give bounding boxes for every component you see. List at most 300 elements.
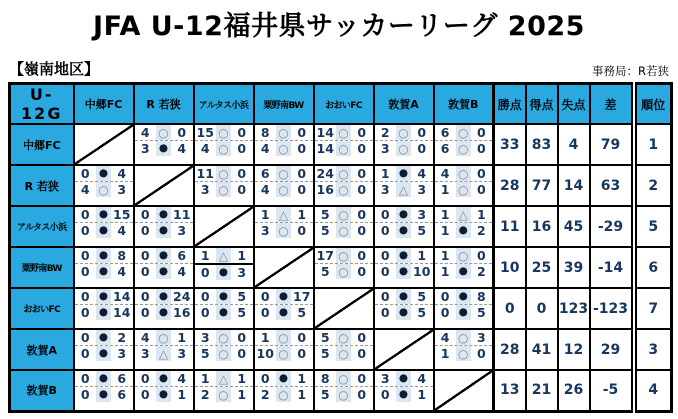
home-score: 0 bbox=[380, 289, 390, 304]
home-score: 0 bbox=[440, 305, 450, 320]
home-score: 0 bbox=[80, 207, 90, 222]
goals-for-value: 77 bbox=[526, 165, 558, 206]
page-title: JFA U-12福井県サッカーリーグ 2025 bbox=[93, 11, 585, 42]
away-score: 0 bbox=[237, 182, 247, 197]
win-symbol-icon: ○ bbox=[336, 141, 351, 156]
match-line bbox=[375, 125, 433, 141]
home-score: 4 bbox=[200, 141, 210, 156]
office-label: 事務局：R若狭 bbox=[592, 64, 669, 78]
goals-against-value: 12 bbox=[558, 329, 590, 370]
away-score: 4 bbox=[417, 166, 427, 181]
match-line bbox=[435, 182, 493, 197]
away-score: 0 bbox=[297, 182, 307, 197]
draw-symbol-icon: △ bbox=[216, 371, 231, 386]
match-line bbox=[75, 305, 133, 320]
home-score: 0 bbox=[140, 248, 150, 263]
match-line bbox=[75, 182, 133, 197]
away-score: 0 bbox=[357, 125, 367, 140]
match-line bbox=[255, 141, 313, 156]
match-line bbox=[75, 371, 133, 387]
match-line bbox=[195, 166, 253, 182]
win-symbol-icon: ○ bbox=[456, 125, 471, 140]
team-row bbox=[10, 247, 672, 288]
match-line bbox=[375, 207, 433, 223]
away-score: 1 bbox=[237, 248, 247, 263]
goals-against-value: 39 bbox=[558, 247, 590, 288]
match-line bbox=[75, 166, 133, 182]
match-line bbox=[135, 305, 193, 320]
match-result-cell bbox=[134, 247, 194, 288]
away-score: 2 bbox=[477, 223, 486, 238]
home-score: 5 bbox=[320, 346, 330, 361]
loss-symbol-icon: ● bbox=[216, 289, 231, 304]
loss-symbol-icon: ● bbox=[156, 223, 171, 238]
header-row bbox=[10, 84, 672, 125]
match-line bbox=[315, 207, 373, 223]
match-result-cell bbox=[374, 247, 434, 288]
goals-for-value: 25 bbox=[526, 247, 558, 288]
home-score: 5 bbox=[320, 264, 330, 279]
match-line bbox=[435, 289, 493, 305]
home-score: 4 bbox=[260, 182, 270, 197]
away-score: 0 bbox=[357, 223, 367, 238]
match-result-cell bbox=[194, 124, 254, 165]
match-result-cell bbox=[74, 247, 134, 288]
match-line bbox=[75, 264, 133, 279]
loss-symbol-icon: ● bbox=[396, 166, 411, 181]
match-result-cell bbox=[194, 288, 254, 329]
away-score: 5 bbox=[237, 289, 247, 304]
points-column-header: 勝点 bbox=[494, 84, 526, 125]
goals-against-value: 4 bbox=[558, 124, 590, 165]
win-symbol-icon: ○ bbox=[216, 182, 231, 197]
match-line bbox=[375, 141, 433, 156]
away-score: 0 bbox=[237, 346, 247, 361]
draw-symbol-icon: △ bbox=[156, 346, 171, 361]
match-line bbox=[75, 346, 133, 361]
points-value: 10 bbox=[494, 247, 526, 288]
win-symbol-icon: ○ bbox=[336, 223, 351, 238]
home-score: 5 bbox=[320, 223, 330, 238]
home-score: 3 bbox=[200, 182, 210, 197]
match-line bbox=[375, 264, 433, 279]
match-line bbox=[435, 141, 493, 156]
self-diagonal-cell bbox=[314, 288, 374, 329]
away-score: 0 bbox=[297, 223, 307, 238]
match-result-cell bbox=[314, 165, 374, 206]
win-symbol-icon: ○ bbox=[336, 125, 351, 140]
home-score: 0 bbox=[140, 305, 150, 320]
match-line bbox=[375, 371, 433, 387]
away-score: 16 bbox=[173, 305, 191, 320]
home-score: 0 bbox=[140, 289, 150, 304]
match-result-cell bbox=[74, 370, 134, 411]
opponent-column-header: 敦賀B bbox=[434, 84, 494, 125]
away-score: 2 bbox=[477, 264, 486, 279]
match-line bbox=[315, 264, 373, 279]
match-line bbox=[375, 248, 433, 264]
match-line bbox=[135, 264, 193, 279]
win-symbol-icon: ○ bbox=[456, 330, 471, 345]
match-result-cell bbox=[254, 206, 314, 247]
home-score: 5 bbox=[320, 207, 330, 222]
match-line bbox=[195, 182, 253, 197]
home-score: 1 bbox=[440, 182, 450, 197]
match-line bbox=[315, 141, 373, 156]
home-score: 0 bbox=[80, 223, 90, 238]
match-line bbox=[195, 125, 253, 141]
match-result-cell bbox=[434, 288, 494, 329]
win-symbol-icon: ○ bbox=[156, 330, 171, 345]
match-line bbox=[135, 207, 193, 223]
loss-symbol-icon: ● bbox=[96, 346, 111, 361]
loss-symbol-icon: ● bbox=[456, 289, 471, 304]
loss-symbol-icon: ● bbox=[396, 248, 411, 263]
team-label: 中郷FC bbox=[10, 124, 74, 165]
match-line bbox=[75, 387, 133, 402]
loss-symbol-icon: ● bbox=[96, 264, 111, 279]
goals-for-value: 16 bbox=[526, 206, 558, 247]
away-score: 4 bbox=[177, 371, 187, 386]
away-score: 1 bbox=[297, 387, 307, 402]
match-line bbox=[135, 141, 193, 156]
away-score: 1 bbox=[237, 387, 247, 402]
away-score: 0 bbox=[477, 141, 486, 156]
home-score: 5 bbox=[200, 346, 210, 361]
loss-symbol-icon: ● bbox=[156, 305, 171, 320]
away-score: 0 bbox=[237, 330, 247, 345]
match-line bbox=[255, 182, 313, 197]
home-score: 0 bbox=[380, 387, 390, 402]
match-line bbox=[315, 182, 373, 197]
home-score: 2 bbox=[200, 387, 210, 402]
match-line bbox=[315, 371, 373, 387]
match-line bbox=[435, 330, 493, 346]
win-symbol-icon: ○ bbox=[336, 346, 351, 361]
win-symbol-icon: ○ bbox=[456, 346, 471, 361]
away-score: 4 bbox=[177, 264, 187, 279]
match-result-cell bbox=[434, 329, 494, 370]
win-symbol-icon: ○ bbox=[336, 264, 351, 279]
rank-column-header: 順位 bbox=[634, 84, 672, 125]
home-score: 0 bbox=[80, 330, 90, 345]
loss-symbol-icon: ● bbox=[396, 387, 411, 402]
goals-against-value: 14 bbox=[558, 165, 590, 206]
home-score: 14 bbox=[316, 125, 334, 140]
home-score: 3 bbox=[140, 141, 150, 156]
away-score: 14 bbox=[113, 305, 131, 320]
home-score: 1 bbox=[440, 264, 450, 279]
draw-symbol-icon: △ bbox=[396, 182, 411, 197]
loss-symbol-icon: ● bbox=[156, 141, 171, 156]
home-score: 8 bbox=[320, 371, 330, 386]
home-score: 1 bbox=[440, 346, 450, 361]
match-line bbox=[255, 125, 313, 141]
points-value: 28 bbox=[494, 329, 526, 370]
match-result-cell bbox=[374, 370, 434, 411]
match-line bbox=[315, 346, 373, 361]
home-score: 4 bbox=[140, 125, 150, 140]
away-score: 1 bbox=[417, 387, 427, 402]
match-result-cell bbox=[134, 124, 194, 165]
away-score: 3 bbox=[117, 346, 127, 361]
match-line bbox=[315, 330, 373, 346]
match-result-cell bbox=[194, 370, 254, 411]
match-line bbox=[255, 371, 313, 387]
home-score: 17 bbox=[316, 248, 334, 263]
home-score: 0 bbox=[200, 305, 210, 320]
away-score: 15 bbox=[113, 207, 131, 222]
away-score: 1 bbox=[477, 207, 486, 222]
loss-symbol-icon: ● bbox=[96, 387, 111, 402]
match-result-cell bbox=[374, 288, 434, 329]
match-line bbox=[135, 346, 193, 361]
match-result-cell bbox=[374, 165, 434, 206]
away-score: 0 bbox=[357, 371, 367, 386]
match-result-cell bbox=[254, 370, 314, 411]
match-result-cell bbox=[194, 165, 254, 206]
points-value: 28 bbox=[494, 165, 526, 206]
away-score: 6 bbox=[177, 248, 187, 263]
home-score: 1 bbox=[260, 330, 270, 345]
win-symbol-icon: ○ bbox=[276, 223, 291, 238]
match-line bbox=[255, 330, 313, 346]
loss-symbol-icon: ● bbox=[156, 248, 171, 263]
goals-for-value: 21 bbox=[526, 370, 558, 411]
away-score: 6 bbox=[117, 387, 127, 402]
match-line bbox=[315, 125, 373, 141]
points-value: 13 bbox=[494, 370, 526, 411]
loss-symbol-icon: ● bbox=[156, 387, 171, 402]
match-result-cell bbox=[194, 247, 254, 288]
match-line bbox=[315, 223, 373, 238]
away-score: 0 bbox=[477, 248, 486, 263]
home-score: 0 bbox=[260, 371, 270, 386]
home-score: 2 bbox=[260, 387, 270, 402]
goal-diff-value: -123 bbox=[590, 288, 634, 329]
away-score: 0 bbox=[297, 330, 307, 345]
win-symbol-icon: ○ bbox=[276, 166, 291, 181]
away-score: 0 bbox=[297, 346, 307, 361]
match-line bbox=[375, 166, 433, 182]
home-score: 1 bbox=[260, 207, 270, 222]
match-result-cell bbox=[74, 329, 134, 370]
away-score: 1 bbox=[417, 248, 427, 263]
match-line bbox=[375, 289, 433, 305]
points-value: 0 bbox=[494, 288, 526, 329]
match-result-cell bbox=[374, 124, 434, 165]
rank-value: 6 bbox=[634, 247, 672, 288]
self-diagonal-cell bbox=[434, 370, 494, 411]
match-result-cell bbox=[434, 124, 494, 165]
away-score: 5 bbox=[417, 305, 427, 320]
match-line bbox=[375, 223, 433, 238]
loss-symbol-icon: ● bbox=[156, 289, 171, 304]
match-result-cell bbox=[134, 288, 194, 329]
away-score: 17 bbox=[293, 289, 311, 304]
match-line bbox=[315, 248, 373, 264]
win-symbol-icon: ○ bbox=[336, 207, 351, 222]
home-score: 6 bbox=[260, 166, 270, 181]
goals-against-column-header: 失点 bbox=[558, 84, 590, 125]
rank-value: 5 bbox=[634, 206, 672, 247]
self-diagonal-cell bbox=[74, 124, 134, 165]
match-line bbox=[195, 141, 253, 156]
home-score: 3 bbox=[380, 182, 390, 197]
match-result-cell bbox=[254, 124, 314, 165]
loss-symbol-icon: ● bbox=[396, 207, 411, 222]
match-line bbox=[75, 223, 133, 238]
away-score: 0 bbox=[237, 125, 247, 140]
home-score: 1 bbox=[440, 223, 450, 238]
home-score: 0 bbox=[80, 387, 90, 402]
home-score: 6 bbox=[440, 125, 450, 140]
win-symbol-icon: ○ bbox=[156, 125, 171, 140]
loss-symbol-icon: ● bbox=[156, 207, 171, 222]
match-line bbox=[195, 265, 253, 280]
league-label: U-12G bbox=[10, 84, 74, 125]
home-score: 0 bbox=[80, 346, 90, 361]
match-result-cell bbox=[314, 124, 374, 165]
away-score: 3 bbox=[237, 265, 247, 280]
match-line bbox=[255, 387, 313, 402]
match-line bbox=[255, 207, 313, 223]
opponent-column-header: アルタス小浜 bbox=[194, 84, 254, 125]
win-symbol-icon: ○ bbox=[276, 141, 291, 156]
goals-for-value: 83 bbox=[526, 124, 558, 165]
goal-diff-value: 29 bbox=[590, 329, 634, 370]
home-score: 0 bbox=[80, 166, 90, 181]
opponent-column-header: 粟野南BW bbox=[254, 84, 314, 125]
loss-symbol-icon: ● bbox=[96, 166, 111, 181]
sub-header-bar bbox=[9, 58, 669, 79]
away-score: 0 bbox=[357, 387, 367, 402]
home-score: 10 bbox=[256, 346, 274, 361]
match-line bbox=[255, 346, 313, 361]
away-score: 0 bbox=[357, 346, 367, 361]
away-score: 0 bbox=[237, 166, 247, 181]
match-line bbox=[135, 330, 193, 346]
win-symbol-icon: ○ bbox=[456, 182, 471, 197]
away-score: 5 bbox=[297, 305, 307, 320]
home-score: 0 bbox=[140, 371, 150, 386]
team-label: R 若狭 bbox=[10, 165, 74, 206]
win-symbol-icon: ○ bbox=[216, 125, 231, 140]
match-line bbox=[195, 305, 253, 320]
draw-symbol-icon: △ bbox=[276, 207, 291, 222]
loss-symbol-icon: ● bbox=[156, 371, 171, 386]
rank-value: 1 bbox=[634, 124, 672, 165]
away-score: 0 bbox=[477, 346, 486, 361]
away-score: 0 bbox=[477, 166, 486, 181]
draw-symbol-icon: △ bbox=[216, 248, 231, 263]
rank-value: 4 bbox=[634, 370, 672, 411]
team-row bbox=[10, 329, 672, 370]
match-result-cell bbox=[254, 288, 314, 329]
match-line bbox=[375, 182, 433, 197]
away-score: 14 bbox=[113, 289, 131, 304]
match-line bbox=[255, 223, 313, 238]
league-table bbox=[8, 82, 673, 413]
home-score: 16 bbox=[316, 182, 334, 197]
home-score: 8 bbox=[260, 125, 270, 140]
away-score: 4 bbox=[117, 264, 127, 279]
win-symbol-icon: ○ bbox=[96, 182, 111, 197]
home-score: 0 bbox=[380, 223, 390, 238]
match-result-cell bbox=[434, 165, 494, 206]
home-score: 0 bbox=[200, 289, 210, 304]
home-score: 0 bbox=[200, 265, 210, 280]
match-line bbox=[75, 330, 133, 346]
match-result-cell bbox=[134, 206, 194, 247]
away-score: 1 bbox=[177, 387, 187, 402]
home-score: 3 bbox=[380, 371, 390, 386]
away-score: 10 bbox=[413, 264, 431, 279]
match-line bbox=[195, 387, 253, 402]
away-score: 0 bbox=[357, 264, 367, 279]
match-line bbox=[255, 289, 313, 305]
match-result-cell bbox=[74, 165, 134, 206]
goal-diff-value: -14 bbox=[590, 247, 634, 288]
away-score: 6 bbox=[117, 371, 127, 386]
goals-against-value: 26 bbox=[558, 370, 590, 411]
match-result-cell bbox=[434, 206, 494, 247]
team-row bbox=[10, 288, 672, 329]
away-score: 1 bbox=[297, 207, 307, 222]
win-symbol-icon: ○ bbox=[456, 166, 471, 181]
home-score: 1 bbox=[440, 248, 450, 263]
loss-symbol-icon: ● bbox=[96, 305, 111, 320]
loss-symbol-icon: ● bbox=[96, 289, 111, 304]
home-score: 0 bbox=[80, 248, 90, 263]
loss-symbol-icon: ● bbox=[396, 223, 411, 238]
loss-symbol-icon: ● bbox=[456, 264, 471, 279]
home-score: 14 bbox=[316, 141, 334, 156]
win-symbol-icon: ○ bbox=[396, 141, 411, 156]
home-score: 4 bbox=[260, 141, 270, 156]
away-score: 3 bbox=[417, 182, 427, 197]
loss-symbol-icon: ● bbox=[276, 289, 291, 304]
goals-against-value: 123 bbox=[558, 288, 590, 329]
home-score: 24 bbox=[316, 166, 334, 181]
match-line bbox=[135, 371, 193, 387]
loss-symbol-icon: ● bbox=[396, 264, 411, 279]
home-score: 0 bbox=[140, 223, 150, 238]
home-score: 0 bbox=[80, 264, 90, 279]
home-score: 1 bbox=[200, 248, 210, 263]
away-score: 3 bbox=[177, 223, 187, 238]
loss-symbol-icon: ● bbox=[156, 264, 171, 279]
win-symbol-icon: ○ bbox=[216, 141, 231, 156]
win-symbol-icon: ○ bbox=[336, 387, 351, 402]
match-line bbox=[255, 305, 313, 320]
loss-symbol-icon: ● bbox=[216, 265, 231, 280]
away-score: 0 bbox=[357, 141, 367, 156]
win-symbol-icon: ○ bbox=[336, 371, 351, 386]
team-row bbox=[10, 370, 672, 411]
win-symbol-icon: ○ bbox=[216, 387, 231, 402]
team-label: アルタス小浜 bbox=[10, 206, 74, 247]
away-score: 4 bbox=[177, 141, 187, 156]
away-score: 2 bbox=[117, 330, 127, 345]
match-line bbox=[195, 346, 253, 361]
self-diagonal-cell bbox=[254, 247, 314, 288]
match-line bbox=[375, 305, 433, 320]
match-result-cell bbox=[194, 329, 254, 370]
match-result-cell bbox=[314, 247, 374, 288]
win-symbol-icon: ○ bbox=[276, 125, 291, 140]
away-score: 4 bbox=[417, 371, 427, 386]
